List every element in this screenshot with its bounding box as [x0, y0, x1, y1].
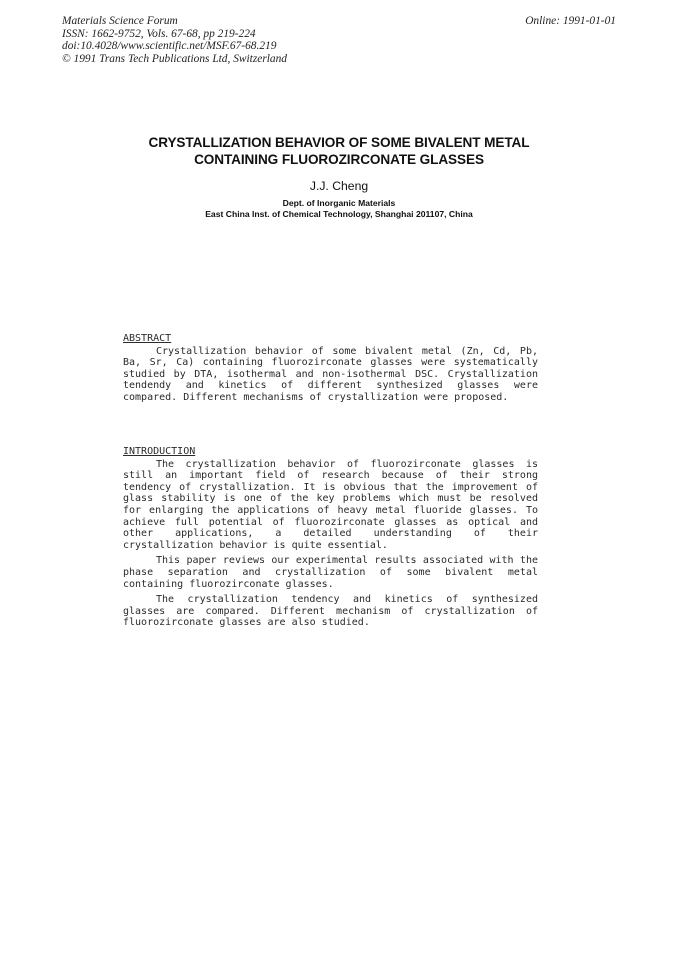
- abstract-section: [123, 333, 538, 404]
- author-name: J.J. Cheng: [309, 179, 369, 193]
- author-institution: East China Inst. of Chemical Technology, Shanghai 201107, China: [205, 209, 473, 219]
- title-block: [0, 134, 678, 220]
- introduction-paragraph-2: This paper reviews our experimental results associated with the phase separation and crystallization of some bivalent metal containing fluorozirconate glasses.: [123, 555, 538, 590]
- issn-line: ISSN: 1662-9752, Vols. 67-68, pp 219-224: [62, 27, 256, 40]
- abstract-heading: ABSTRACT: [123, 333, 172, 344]
- introduction-heading: INTRODUCTION: [123, 446, 196, 457]
- doi-link[interactable]: doi:10.4028/www.scientific.net/MSF.67-68.219: [62, 40, 277, 53]
- introduction-section: [123, 446, 538, 629]
- introduction-paragraph-1: The crystallization behavior of fluorozirconate glasses is still an important field of research because of their strong tendency of crystallization. It is obvious that the improvement of glass stability is one of the key problems which must be resolved for enlarging the applications of heavy metal fluoride glasses. To achieve full potential of fluorozirconate glasses as optical and other applications, a detailed understanding of their crystallization behavior is quite essential.: [123, 458, 538, 551]
- paper-title-line-1: CRYSTALLIZATION BEHAVIOR OF SOME BIVALENT METAL: [148, 135, 530, 150]
- paper-title: [0, 134, 678, 168]
- paper-title-line-2: CONTAINING FLUOROZIRCONATE GLASSES: [194, 152, 484, 167]
- publication-info: [62, 15, 287, 65]
- abstract-paragraph: Crystallization behavior of some bivalent metal (Zn, Cd, Pb, Ba, Sr, Ca) containing fluorozirconate glasses were systematically studied by DTA, isothermal and non-isothermal DSC. Crystallization tendendy and kinetics of different synthesized glasses were compared. Different mechanisms of crystallization were proposed.: [123, 345, 538, 403]
- introduction-paragraph-3: The crystallization tendency and kinetics of synthesized glasses are compared. Different mechanism of crystallization of fluorozirconate glasses are also studied.: [123, 594, 538, 629]
- journal-name: Materials Science Forum: [62, 15, 178, 27]
- author-department: Dept. of Inorganic Materials: [282, 198, 396, 208]
- copyright-line: © 1991 Trans Tech Publications Ltd, Switzerland: [62, 52, 287, 65]
- online-date: Online: 1991-01-01: [525, 15, 616, 27]
